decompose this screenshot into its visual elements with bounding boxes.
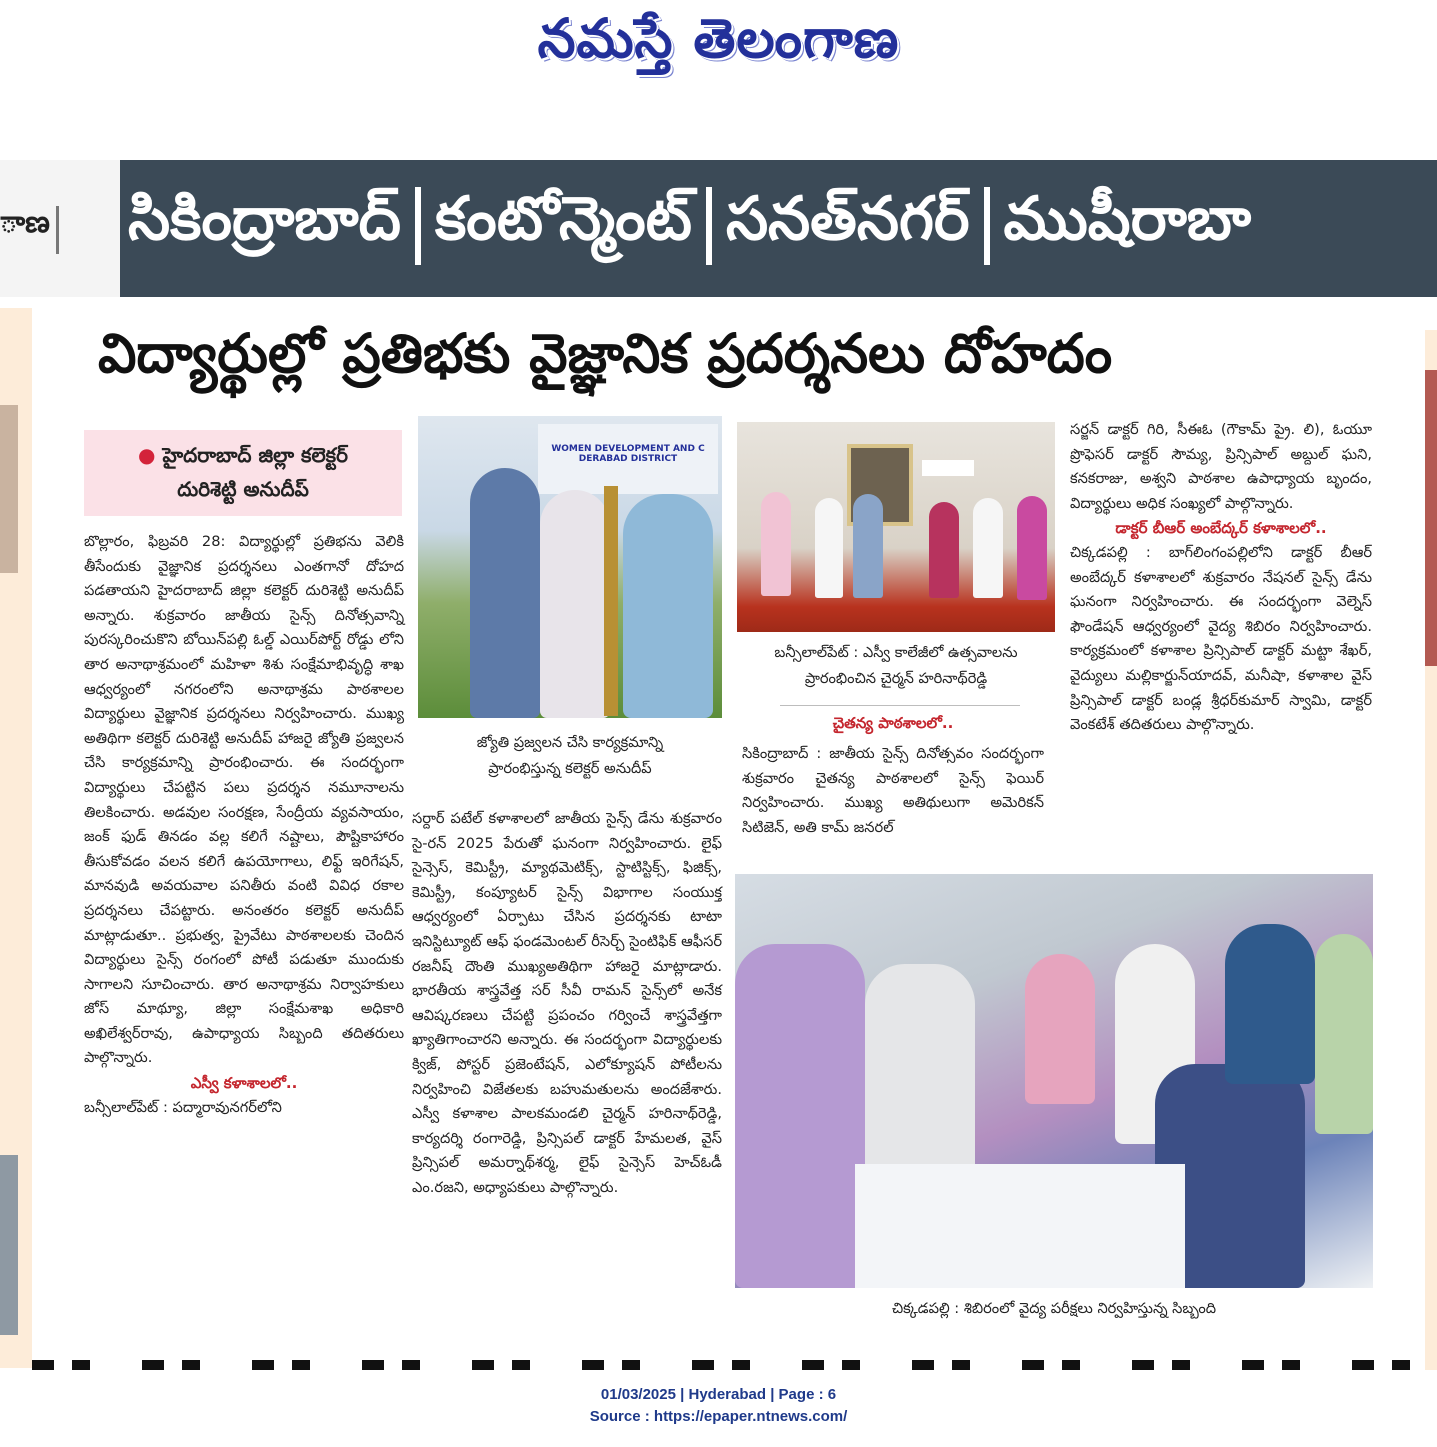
oil-lamp-stand	[604, 486, 618, 716]
section-divider	[984, 187, 990, 265]
column-1-body: బొల్లారం, ఫిబ్రవరి 28: విద్యార్థుల్లో ప్రతిభను వెలికి తీసేందుకు వైజ్ఞానిక ప్రదర్శనలు ఎంతగానో దోహద పడతాయని హైదరాబాద్ జిల్లా కలెక్టర్ దురిశెట్టి అనుదీప్ అన్నారు. శుక్రవారం జాతీయ సైన్స్ దినోత్సవాన్ని పురస్కరించుకొని బోయిన్‌పల్లి ఓల్డ్ ఎయిర్‌పోర్ట్ రోడ్డు లోని తార అనాథాశ్రమంలో మహిళా శిశు సంక్షేమాభివృద్ధి శాఖ ఆధ్వర్యంలో నగరంలోని అనాథాశ్రమ పాఠశాలల విద్యార్థులు వైజ్ఞానిక ప్రదర్శనలు నిర్వహించారు. ముఖ్య అతిథిగా కలెక్టర్ దురిశెట్టి అనుదీప్ హాజరై జ్యోతి ప్రజ్వలన చేసి కార్యక్రమాన్ని ప్రారంభించారు. ఈ సందర్భంగా విద్యార్థులు చేపట్టిన పలు ప్రదర్శన నమూనాలను తిలకించారు. అడవుల సంరక్షణ, సేంద్రీయ వ్యవసాయం, జంక్ ఫుడ్ తినడం వల్ల కలిగే నష్టాలు, పౌష్టికాహారం తీసుకోవడం వలన కలిగే ఉపయోగాలు, లిఫ్ట్ ఇరిగేషన్, మానవుడి అవయవాల పనితీరు వంటి వివిధ రకాల ప్రదర్శనలు చేపట్టారు. అనంతరం కలెక్టర్ అనుదీప్ మాట్లాడుతూ.. ప్రభుత్వ, ప్రైవేటు పాఠశాలలకు చెందిన విద్యార్థులు సైన్స్ రంగంలో పోటీ పడుతూ ముందుకు సాగాలని సూచించారు. తార అనాథాశ్రమ నిర్వాహకులు జోస్ మాథ్యూ, జిల్లా సంక్షేమశాఖ అధికారి అఖిలేశ్వర్‌రావు, ఉపాధ్యాయ సిబ్బంది తదితరులు పాల్గొన్నారు.	[84, 533, 404, 1067]
caption-divider	[780, 705, 1020, 706]
person-figure	[1225, 924, 1315, 1084]
column-1-tail: బన్సీలాల్‌పేట్ : పద్మారావునగర్‌లోని	[84, 1098, 282, 1116]
section-name-musheerabad: ముషీరాబా	[1003, 184, 1252, 254]
article-column-4	[1070, 418, 1372, 738]
column-3-body: సికింద్రాబాద్ : జాతీయ సైన్స్ దినోత్సవం సందర్భంగా శుక్రవారం చైతన్య పాఠశాలలో సైన్స్ ఫెయిర్ నిర్వహించారు. ముఖ్య అతిథులుగా అమెరికన్ సిటిజెన్, అతి కామ్ జనరల్	[742, 745, 1044, 836]
caption-photo-2	[737, 640, 1055, 692]
person-figure	[1025, 954, 1095, 1104]
person-figure	[853, 494, 883, 598]
person-figure	[929, 502, 959, 598]
subhead-ambedkar-college: డాక్టర్ బీఆర్ అంబేద్కర్ కళాశాలలో..	[1115, 519, 1327, 538]
newspaper-logo: నమస్తే తెలంగాణ	[537, 6, 900, 70]
photo-medical-camp	[735, 874, 1373, 1288]
caption-2-line-2: ప్రారంభించిన చైర్మన్ హరినాథ్‌రెడ్డి	[804, 670, 988, 687]
callout-line-2: దురిశెట్టి అనుదీప్	[177, 477, 309, 501]
footer-source[interactable]: Source : https://epaper.ntnews.com/	[589, 1408, 848, 1425]
caption-photo-1	[418, 730, 722, 782]
subhead-chaitanya-school: చైతన్య పాఠశాలలో..	[832, 714, 954, 732]
event-banner: WOMEN DEVELOPMENT AND C DERABAD DISTRICT	[538, 424, 718, 494]
caption-2-line-1: బన్సీలాల్‌పేట్ : ఎస్వీ కాలేజీలో ఉత్సవాలను	[774, 644, 1018, 661]
person-figure	[815, 498, 843, 598]
section-name-secunderabad: సికింద్రాబాద్	[128, 184, 401, 254]
article-column-2	[412, 807, 722, 1201]
person-figure	[540, 490, 610, 718]
column-4-body-1: సర్జన్ డాక్టర్ గిరి, సీఈఓ (గౌకామ్ ప్రై. లి), ఓయూ ప్రొఫెసర్ డాక్టర్ సౌమ్య, ప్రిన్సిపాల్ అబ్దుల్ ఘని, కనకరాజు, అశ్వని పాఠశాల ఉపాధ్యాయ బృందం, విద్యార్థులు అధిక సంఖ్యలో పాల్గొన్నారు.	[1070, 421, 1372, 512]
page-footer	[0, 1384, 1437, 1428]
adjacent-photo-right	[1425, 370, 1437, 666]
collector-callout	[84, 430, 402, 516]
callout-line-1	[84, 438, 402, 472]
section-left-fragment: ాణ	[0, 205, 50, 240]
column-2-body: సర్దార్ పటేల్ కళాశాలలో జాతీయ సైన్స్ డేను శుక్రవారం సై-రన్ 2025 పేరుతో ఘనంగా నిర్వహించారు. లైఫ్ సైన్సెస్, కెమిస్ట్రీ, మ్యాథమెటిక్స్, స్టాటిస్టిక్స్, ఫిజిక్స్, కెమిస్ట్రీ, కంప్యూటర్ సైన్స్ విభాగాల సంయుక్త ఆధ్వర్యంలో ఏర్పాటు చేసిన ప్రదర్శనకు టాటా ఇనిస్టిట్యూట్ ఆఫ్ ఫండమెంటల్ రీసెర్చ్ సైంటిఫిక్ ఆఫీసర్ రజనీష్ దౌంతి ముఖ్యఅతిథిగా హాజరై మాట్లాడారు. భారతీయ శాస్త్రవేత్త సర్ సీవీ రామన్ సైన్స్‌లో అనేక ఆవిష్కరణలు చేపట్టి ప్రపంచం గర్వించే శాస్త్రవేత్తగా ఖ్యాతిగాంచారని అన్నారు. ఈ సందర్భంగా విద్యార్థులకు క్విజ్, పోస్టర్ ప్రజెంటేషన్, ఎలోక్యూషన్ పోటీలను నిర్వహించి విజేతలకు బహుమతులను అందజేశారు. ఎస్వీ కళాశాల పాలకమండలి చైర్మన్ హరినాథ్‌రెడ్డి, కార్యదర్శి రంగారెడ్డి, ప్రిన్సిపల్ డాక్టర్ హేమలత, వైస్ ప్రిన్సిపల్ అమర్నాథ్‌శర్మ, లైఫ్ సైన్సెస్ హెచ్‌ఓడీ ఎం.రజని, అధ్యాపకులు పాల్గొన్నారు.	[412, 810, 722, 1196]
person-figure	[761, 492, 791, 596]
article-headline: విద్యార్థుల్లో ప్రతిభకు వైజ్ఞానిక ప్రదర్శనలు దోహదం	[98, 322, 1113, 385]
bullet-icon: ●	[138, 443, 156, 467]
footer-date-edition: 01/03/2025 | Hyderabad | Page : 6	[600, 1386, 837, 1403]
caption-1-line-2: ప్రారంభిస్తున్న కలెక్టర్ అనుదీప్	[488, 760, 652, 777]
subhead-sv-college: ఎస్వీ కళాశాలలో..	[190, 1074, 298, 1093]
adjacent-photo-left-bottom	[0, 1155, 18, 1335]
air-conditioner	[922, 460, 974, 476]
person-figure	[1017, 496, 1047, 600]
section-name-sanathnagar: సనత్‌నగర్	[725, 184, 970, 254]
section-divider	[415, 187, 421, 265]
masthead	[0, 0, 1437, 120]
photo-sv-college-inauguration	[737, 422, 1055, 632]
section-left-divider	[56, 206, 59, 254]
photo-lamp-lighting	[418, 416, 722, 718]
adjacent-photo-left-top	[0, 405, 18, 573]
next-article-headline-strip	[32, 1360, 1425, 1370]
section-divider	[706, 187, 712, 265]
article-column-3	[742, 742, 1044, 840]
person-figure	[470, 468, 540, 718]
caption-photo-3: చిక్కడపల్లి : శిబిరంలో వైద్య పరీక్షలు నిర్వహిస్తున్న సిబ్బంది	[891, 1300, 1217, 1317]
column-4-body-2: చిక్కడపల్లి : బాగ్‌లింగంపల్లిలోని డాక్టర్ బీఆర్ అంబేద్కర్ కళాశాలలో శుక్రవారం నేషనల్ సైన్స్ డేను ఘనంగా నిర్వహించారు. ఈ సందర్భంగా వెల్నెస్ ఫౌండేషన్ ఆధ్వర్యంలో వైద్య శిబిరం నిర్వహించారు. కార్యక్రమంలో కళాశాల ప్రిన్సిపాల్ డాక్టర్ మట్టా శేఖర్, వైద్యులు మల్లికార్జున్‌యాదవ్, మనీషా, కళాశాల వైస్ ప్రిన్సిపాల్ డాక్టర్ బండ్ల శ్రీధర్‌కుమార్ స్వామి, డాక్టర్ వెంకటేశ్ తదితరులు పాల్గొన్నారు.	[1070, 543, 1372, 734]
section-names	[128, 176, 1251, 276]
section-name-cantonment: కంటోన్మెంట్	[434, 184, 692, 254]
article-column-1	[84, 530, 404, 1120]
caption-1-line-1: జ్యోతి ప్రజ్వలన చేసి కార్యక్రమాన్ని	[476, 734, 664, 751]
person-figure	[735, 944, 865, 1288]
person-figure	[1315, 934, 1373, 1134]
callout-line-1-text: హైదరాబాద్ జిల్లా కలెక్టర్	[162, 443, 348, 467]
person-figure	[973, 498, 1003, 598]
examination-table	[855, 1164, 1185, 1288]
person-figure	[623, 494, 713, 718]
